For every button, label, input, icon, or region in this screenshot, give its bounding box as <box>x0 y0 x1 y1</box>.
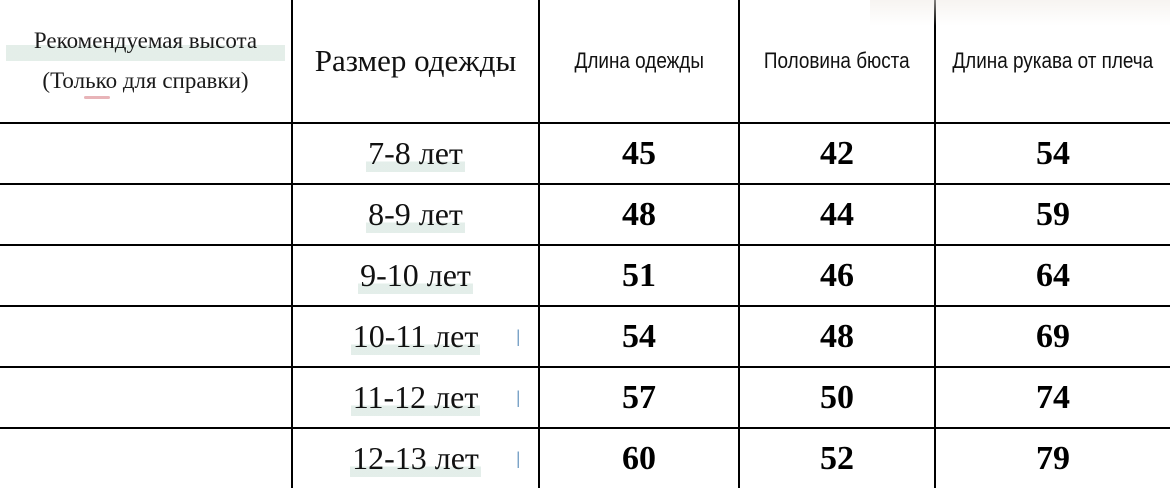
column-header-height-line2: (Только для справки) <box>42 68 249 93</box>
cell-half-bust: 44 <box>739 184 935 245</box>
cell-half-bust: 42 <box>739 123 935 184</box>
cell-size <box>292 123 539 184</box>
cell-height <box>0 428 292 488</box>
column-header-sleeve-length <box>935 0 1170 123</box>
pink-underline-mark <box>84 96 110 99</box>
tick-mark-icon: | <box>516 386 520 407</box>
cell-clothing-length: 51 <box>539 245 739 306</box>
column-header-clothing-size-label: Размер одежды <box>314 43 517 78</box>
cell-clothing-length: 57 <box>539 367 739 428</box>
cell-size <box>292 306 539 367</box>
cell-sleeve-length: 79 <box>935 428 1170 488</box>
table-row <box>0 306 1170 367</box>
cell-sleeve-length: 69 <box>935 306 1170 367</box>
cell-size-label: 11-12 лет <box>352 379 479 415</box>
cell-size-label: 8-9 лет <box>368 196 463 232</box>
cell-height <box>0 367 292 428</box>
cell-half-bust: 46 <box>739 245 935 306</box>
cell-sleeve-length: 64 <box>935 245 1170 306</box>
cell-size <box>292 245 539 306</box>
column-header-sleeve-length-label: Длина рукава от плеча <box>952 48 1154 73</box>
cell-size-label: 12-13 лет <box>352 440 479 476</box>
cell-size-label: 7-8 лет <box>368 135 463 171</box>
table-row <box>0 367 1170 428</box>
column-header-height-line1: Рекомендуемая высота <box>6 21 285 61</box>
column-header-clothing-size <box>292 0 539 123</box>
table-header-row <box>0 0 1170 123</box>
cell-size <box>292 367 539 428</box>
column-header-half-bust <box>739 0 935 123</box>
column-header-clothing-length-label: Длина одежды <box>574 48 704 73</box>
column-header-recommended-height <box>0 0 292 123</box>
cell-sleeve-length: 59 <box>935 184 1170 245</box>
tick-mark-icon: | <box>516 325 520 346</box>
cell-height <box>0 184 292 245</box>
tick-mark-icon: | <box>516 447 520 468</box>
cell-half-bust: 50 <box>739 367 935 428</box>
cell-clothing-length: 45 <box>539 123 739 184</box>
cell-clothing-length: 60 <box>539 428 739 488</box>
cell-size <box>292 428 539 488</box>
table-row <box>0 184 1170 245</box>
column-header-clothing-length <box>539 0 739 123</box>
table-row <box>0 245 1170 306</box>
cell-clothing-length: 54 <box>539 306 739 367</box>
table-row <box>0 123 1170 184</box>
cell-half-bust: 48 <box>739 306 935 367</box>
cell-height <box>0 306 292 367</box>
cell-height <box>0 123 292 184</box>
cell-clothing-length: 48 <box>539 184 739 245</box>
cell-half-bust: 52 <box>739 428 935 488</box>
cell-size-label: 10-11 лет <box>352 318 479 354</box>
table-row <box>0 428 1170 488</box>
cell-size-label: 9-10 лет <box>360 257 471 293</box>
cell-height <box>0 245 292 306</box>
cell-size <box>292 184 539 245</box>
column-header-half-bust-label: Половина бюста <box>764 48 910 73</box>
cell-sleeve-length: 54 <box>935 123 1170 184</box>
cell-sleeve-length: 74 <box>935 367 1170 428</box>
